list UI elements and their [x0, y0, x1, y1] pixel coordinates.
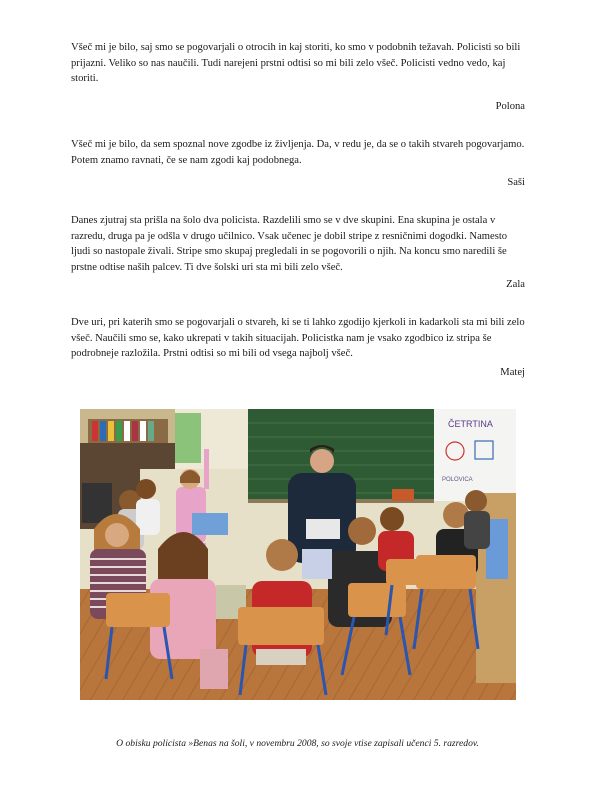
author-zala: Zala: [506, 279, 525, 290]
photo-caption: O obisku policista »Benas na šoli, v novembru 2008, so svoje vtise zapisali učenci 5. razredov.: [116, 738, 479, 749]
author-polona: Polona: [495, 101, 525, 112]
paragraph-sasi: Všeč mi je bilo, da sem spoznal nove zgodbe iz življenja. Da, v redu je, da se o takih stvareh pogovarjamo. Potem znamo ravnati, če se nam zgodi kaj podobnega.: [71, 139, 525, 166]
classroom-photo: [80, 409, 516, 700]
board-text: ČETRTINA: [448, 419, 493, 429]
author-matej: Matej: [500, 367, 525, 378]
board-subtext: POLOVICA: [442, 477, 473, 483]
author-sasi: Saši: [507, 177, 525, 188]
paragraph-polona: Všeč mi je bilo, saj smo se pogovarjali o otrocih in kaj storiti, ko smo v podobnih težavah. Policisti so bili prijazni. Veliko so nas naučili. Tudi narejeni prstni odtisi so mi bili zelo všeč. Policisti vedno vedo, kaj storiti.: [71, 42, 521, 84]
classroom-photo-illustration: [80, 409, 516, 700]
paragraph-zala: Danes zjutraj sta prišla na šolo dva policista. Razdelili smo se v dve skupini. Ena skupina je ostala v razredu, druga pa je odšla v drugo učilnico. Vsak učenec je dobil stripe z resničnimi dogodki. Namesto ljudi so nastopale živali. Stripe smo skupaj pregledali in se pogovorili o njih. Na koncu smo naredili še prstne odtise naših palcev. Ti dve šolski uri sta mi bili zelo všeč.: [71, 215, 508, 273]
paragraph-matej: Dve uri, pri katerih smo se pogovarjali o stvareh, ki se ti lahko zgodijo kjerkoli in kadarkoli sta mi bili zelo všeč. Naučili smo se, kako ukrepati v takih situacijah. Policistka nam je vsako zgodbico iz stripa še podrobneje razložila. Prstni odtisi so mi bili od vsega najbolj všeč.: [71, 317, 525, 359]
